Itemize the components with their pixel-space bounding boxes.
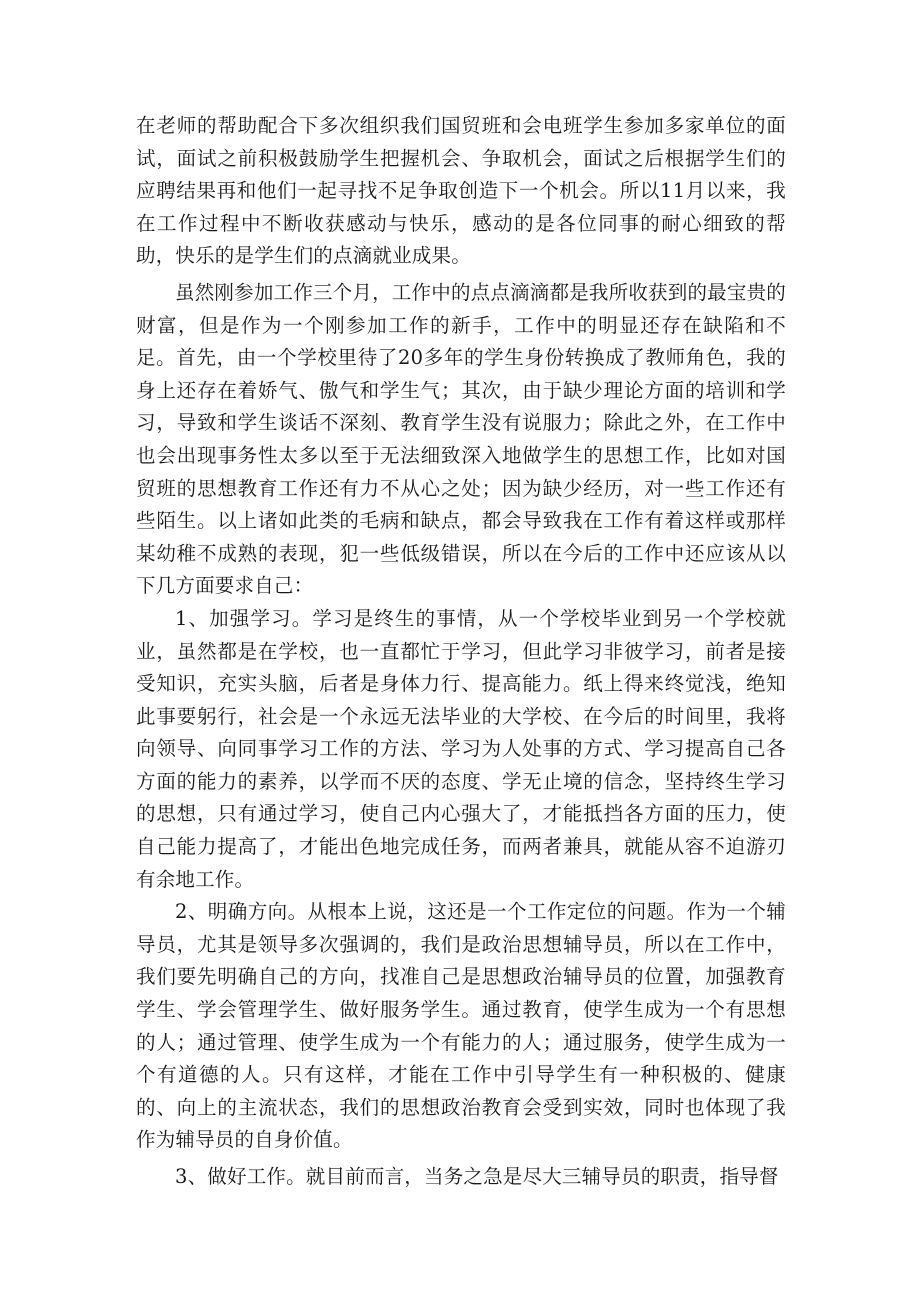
paragraph-3: 1、加强学习。学习是终生的事情，从一个学校毕业到另一个学校就业，虽然都是在学校，也一直都忙于学习，但此学习非彼学习，前者是接受知识，充实头脑，后者是身体力行、提高能力。纸上得来终觉浅，绝知此事要躬行，社会是一个永远无法毕业的大学校、在今后的时间里，我将向领导、向同事学习工作的方法、学习为人处事的方式、学习提高自己各方面的能力的素养，以学而不厌的态度、学无止境的信念，坚持终生学习的思想，只有通过学习，使自己内心强大了，才能抵挡各方面的压力，使自己能力提高了，才能出色地完成任务，而两者兼具，就能从容不迫游刃有余地工作。: [136, 606, 786, 891]
paragraph-4: 2、明确方向。从根本上说，这还是一个工作定位的问题。作为一个辅导员，尤其是领导多次强调的，我们是政治思想辅导员，所以在工作中，我们要先明确自己的方向，找准自己是思想政治辅导员的位置，加强教育学生、学会管理学生、做好服务学生。通过教育，使学生成为一个有思想的人；通过管理、使学生成为一个有能力的人；通过服务，使学生成为一个有道德的人。只有这样，才能在工作中引导学生有一种积极的、健康的、向上的主流状态，我们的思想政治教育会受到实效，同时也体现了我作为辅导员的自身价值。: [136, 900, 786, 1152]
document-body: [136, 110, 786, 1194]
paragraph-5: 3、做好工作。就目前而言，当务之急是尽大三辅导员的职责，指导督: [175, 1165, 779, 1188]
paragraph-2: 虽然刚参加工作三个月，工作中的点点滴滴都是我所收获到的最宝贵的财富，但是作为一个刚参加工作的新手，工作中的明显还存在缺陷和不足。首先，由一个学校里待了20多年的学生身份转换成了教师角色，我的身上还存在着娇气、傲气和学生气；其次，由于缺少理论方面的培训和学习，导致和学生谈话不深刻、教育学生没有说服力；除此之外，在工作中也会出现事务性太多以至于无法细致深入地做学生的思想工作，比如对国贸班的思想教育工作还有力不从心之处；因为缺少经历，对一些工作还有些陌生。以上诸如此类的毛病和缺点，都会导致我在工作有着这样或那样某幼稚不成熟的表现，犯一些低级错误，所以在今后的工作中还应该从以下几方面要求自己：: [136, 280, 786, 598]
paragraph-1: 在老师的帮助配合下多次组织我们国贸班和会电班学生参加多家单位的面试，面试之前积极鼓励学生把握机会、争取机会，面试之后根据学生们的应聘结果再和他们一起寻找不足争取创造下一个机会。所以11月以来，我在工作过程中不断收获感动与快乐，感动的是各位同事的耐心细致的帮助，快乐的是学生们的点滴就业成果。: [136, 114, 786, 268]
